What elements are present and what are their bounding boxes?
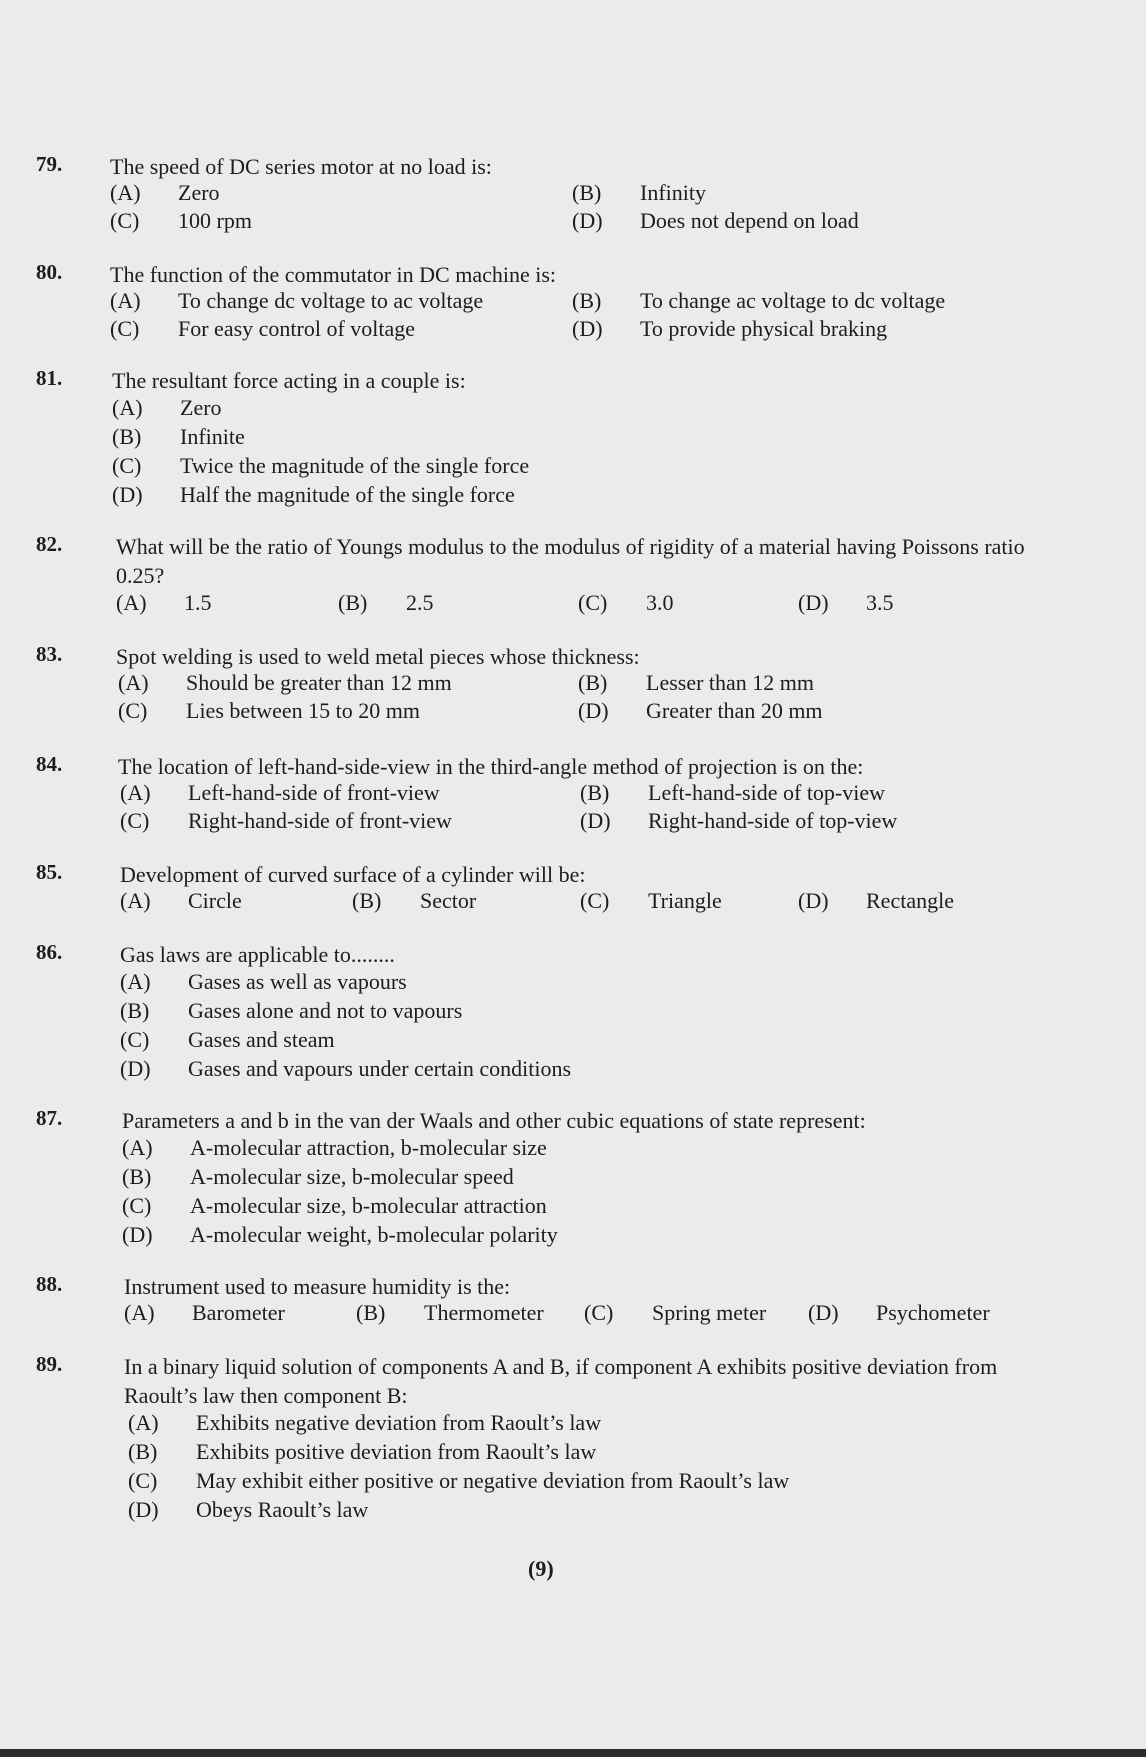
- option-a: (A) Zero: [112, 395, 222, 420]
- option-d: (D) To provide physical braking: [572, 316, 888, 341]
- option-c: (C) Right-hand-side of front-view: [120, 808, 452, 833]
- option-c: (C) Triangle: [580, 888, 722, 913]
- question-number: 86.: [36, 940, 63, 964]
- option-a: (A) Zero: [110, 180, 220, 205]
- question-stem: Spot welding is used to weld metal pieces whose thickness:: [116, 644, 640, 669]
- question-stem: The function of the commutator in DC machine is:: [110, 262, 557, 287]
- option-c: (C) 100 rpm: [110, 208, 252, 233]
- question-stem: Instrument used to measure humidity is the:: [124, 1274, 511, 1299]
- question-number: 89.: [36, 1352, 63, 1376]
- question-stem: The location of left-hand-side-view in the third-angle method of projection is on the:: [118, 754, 864, 779]
- question-number: 88.: [36, 1272, 63, 1296]
- option-c: (C) Gases and steam: [120, 1027, 335, 1052]
- option-b: (B) Sector: [352, 888, 477, 913]
- option-a: (A) Circle: [120, 888, 242, 913]
- option-b: (B) Thermometer: [356, 1300, 544, 1325]
- question-stem: Gas laws are applicable to........: [120, 942, 395, 967]
- option-b: (B) Gases alone and not to vapours: [120, 998, 463, 1023]
- option-c: (C) For easy control of voltage: [110, 316, 416, 341]
- option-d: (D) Psychometer: [808, 1300, 990, 1325]
- option-b: (B) Left-hand-side of top-view: [580, 780, 886, 805]
- option-a: (A) Exhibits negative deviation from Raoult’s law: [128, 1410, 602, 1435]
- option-b: (B) Exhibits positive deviation from Raoult’s law: [128, 1439, 597, 1464]
- option-d: (D) Gases and vapours under certain conditions: [120, 1056, 572, 1081]
- scan-edge: [0, 1749, 1146, 1757]
- option-b: (B) 2.5: [338, 590, 434, 615]
- question-stem: In a binary liquid solution of components A and B, if component A exhibits positive deviation from Raoult’s law then component B:: [124, 1354, 998, 1408]
- page-number: (9): [528, 1556, 554, 1581]
- option-c: (C) 3.0: [578, 590, 674, 615]
- option-a: (A) A-molecular attraction, b-molecular size: [122, 1135, 547, 1160]
- option-c: (C) Twice the magnitude of the single force: [112, 453, 530, 478]
- option-d: (D) Greater than 20 mm: [578, 698, 823, 723]
- question-stem: The resultant force acting in a couple is:: [112, 368, 466, 393]
- question-number: 81.: [36, 366, 63, 390]
- option-d: (D) Obeys Raoult’s law: [128, 1497, 369, 1522]
- option-d: (D) Right-hand-side of top-view: [580, 808, 898, 833]
- option-b: (B) Infinite: [112, 424, 245, 449]
- option-c: (C) Lies between 15 to 20 mm: [118, 698, 421, 723]
- option-d: (D) Half the magnitude of the single force: [112, 482, 515, 507]
- question-number: 80.: [36, 260, 63, 284]
- option-b: (B) To change ac voltage to dc voltage: [572, 288, 946, 313]
- question-number: 85.: [36, 860, 63, 884]
- option-a: (A) Gases as well as vapours: [120, 969, 407, 994]
- question-stem: The speed of DC series motor at no load is:: [110, 154, 492, 179]
- question-stem: What will be the ratio of Youngs modulus to the modulus of rigidity of a material having Poissons ratio 0.25?: [116, 534, 1025, 588]
- option-d: (D) A-molecular weight, b-molecular polarity: [122, 1222, 558, 1247]
- option-b: (B) A-molecular size, b-molecular speed: [122, 1164, 514, 1189]
- option-d: (D) 3.5: [798, 590, 894, 615]
- question-number: 82.: [36, 532, 63, 556]
- question-number: 84.: [36, 752, 63, 776]
- question-number: 83.: [36, 642, 63, 666]
- question-stem: Development of curved surface of a cylinder will be:: [120, 862, 586, 887]
- option-d: (D) Rectangle: [798, 888, 954, 913]
- option-a: (A) To change dc voltage to ac voltage: [110, 288, 484, 313]
- option-b: (B) Infinity: [572, 180, 706, 205]
- option-a: (A) Should be greater than 12 mm: [118, 670, 452, 695]
- question-number: 87.: [36, 1106, 63, 1130]
- option-c: (C) Spring meter: [584, 1300, 767, 1325]
- question-number: 79.: [36, 152, 63, 176]
- option-d: (D) Does not depend on load: [572, 208, 859, 233]
- option-a: (A) 1.5: [116, 590, 212, 615]
- option-a: (A) Left-hand-side of front-view: [120, 780, 440, 805]
- option-a: (A) Barometer: [124, 1300, 285, 1325]
- option-c: (C) May exhibit either positive or negative deviation from Raoult’s law: [128, 1468, 790, 1493]
- option-b: (B) Lesser than 12 mm: [578, 670, 815, 695]
- question-stem: Parameters a and b in the van der Waals and other cubic equations of state represent:: [122, 1108, 866, 1133]
- option-c: (C) A-molecular size, b-molecular attraction: [122, 1193, 547, 1218]
